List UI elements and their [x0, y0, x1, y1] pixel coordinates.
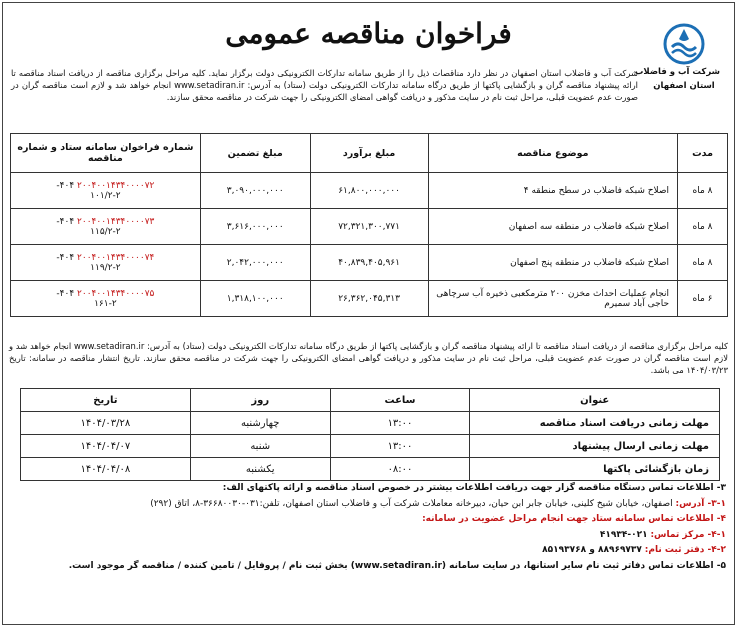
water-drop-icon [663, 23, 705, 65]
col-day: روز [190, 389, 330, 412]
setad-number: ۲۰۰۴۰۰۱۴۳۴۰۰۰۰۷۴ [77, 252, 155, 263]
contact-info [11, 481, 726, 574]
tender-sub-number: ۱۱۵/۲-۲ [90, 226, 121, 237]
tender-number-prefix: -۴۰۴ [56, 288, 75, 299]
tender-number-prefix: -۴۰۴ [56, 252, 75, 263]
setad-number: ۲۰۰۴۰۰۱۴۳۴۰۰۰۰۷۵ [77, 288, 155, 299]
procedure-paragraph: کلیه مراحل برگزاری مناقصه از دریافت اسناد مناقصه تا ارائه پیشنهاد مناقصه گران و بازگشایی پاکتها از طریق درگاه سامانه تدارکات الکترونیکی دولت (ستاد) به آدرس: www.setadiran.ir انجام خواهد شد و لازم است مناقصه گران در صورت عدم عضویت قبلی، مراحل ثبت نام در سایت مذکور و دریافت گواهی امضای الکترونیکی را جهت شرکت در مناقصه محقق سازند. تاریخ انتشار مناقصه در سامانه: تاریخ ۱۴۰۴/۰۳/۲۳ می باشد. [9, 341, 728, 375]
tender-sub-number: ۱۶۱-۲ [94, 298, 117, 309]
guarantee-cell: ۳,۰۹۰,۰۰۰,۰۰۰ [200, 173, 310, 209]
duration-cell: ۸ ماه [678, 245, 728, 281]
col-subject: موضوع مناقصه [428, 134, 678, 173]
call-center-label: ۴-۱- مرکز تماس: [650, 529, 726, 540]
duration-cell: ۶ ماه [678, 281, 728, 317]
call-center-number: ۰۲۱-۴۱۹۳۴ [599, 529, 648, 540]
schedule-title-cell: مهلت زمانی ارسال پیشنهاد [470, 435, 720, 458]
table-row [21, 412, 720, 435]
intro-paragraph: شرکت آب و فاضلاب استان اصفهان در نظر دارد مناقصات ذیل را از طریق سامانه تدارکات الکترونیکی دولت برگزار نماید. کلیه مراحل برگزاری مناقصه از دریافت اسناد مناقصه تا ارائه پیشنهاد مناقصه گران و بازگشایی پاکتها از طریق درگاه سامانه تدارکات الکترونیکی دولت (ستاد) به آدرس: www.setadiran.ir انجام خواهد شد و لازم است مناقصه گران در صورت عدم عضویت قبلی، مراحل ثبت نام در سایت مذکور و دریافت گواهی امضای الکترونیکی را جهت شرکت در مناقصه محقق سازند. [11, 68, 638, 102]
guarantee-cell: ۱,۳۱۸,۱۰۰,۰۰۰ [200, 281, 310, 317]
col-title: عنوان [470, 389, 720, 412]
schedule-date-cell: ۱۴۰۴/۰۴/۰۸ [21, 458, 191, 481]
col-guarantee: مبلغ تضمین [200, 134, 310, 173]
tender-sub-number: ۱۱۹/۲-۲ [90, 262, 121, 273]
number-cell [11, 245, 201, 281]
guarantee-cell: ۳,۶۱۶,۰۰۰,۰۰۰ [200, 209, 310, 245]
col-number: شماره فراخوان سامانه ستاد و شماره مناقصه [11, 134, 201, 173]
estimate-cell: ۴۰,۸۳۹,۴۰۵,۹۶۱ [310, 245, 428, 281]
schedule-time-cell: ۰۸:۰۰ [330, 458, 470, 481]
header [3, 3, 734, 103]
table-row [11, 281, 728, 317]
schedule-day-cell: یکشنبه [190, 458, 330, 481]
subject-cell: اصلاح شبکه فاضلاب در منطقه پنج اصفهان [428, 245, 678, 281]
contact-registration [11, 543, 726, 559]
table-row [11, 245, 728, 281]
col-duration: مدت [678, 134, 728, 173]
number-cell [11, 281, 201, 317]
contact-line-4: ۴- اطلاعات تماس سامانه ستاد جهت انجام مراحل عضویت در سامانه: [422, 514, 726, 524]
table-row [21, 435, 720, 458]
estimate-cell: ۲۶,۳۶۲,۰۴۵,۳۱۳ [310, 281, 428, 317]
table-row [21, 458, 720, 481]
subject-cell: انجام عملیات احداث مخزن ۲۰۰ مترمکعبی ذخیره آب سرچاهی حاجی آباد سمیرم [428, 281, 678, 317]
schedule-day-cell: شنبه [190, 435, 330, 458]
schedule-header-row [21, 389, 720, 412]
col-estimate: مبلغ برآورد [310, 134, 428, 173]
tenders-table [10, 133, 728, 317]
contact-call-center [11, 528, 726, 544]
company-logo [634, 23, 720, 93]
table-row [11, 173, 728, 209]
subject-cell: اصلاح شبکه فاضلاب در سطح منطقه ۴ [428, 173, 678, 209]
setad-number: ۲۰۰۴۰۰۱۴۳۴۰۰۰۰۷۲ [77, 180, 155, 191]
company-name-line1: شرکت آب و فاضلاب [634, 67, 720, 77]
estimate-cell: ۷۲,۳۲۱,۳۰۰,۷۷۱ [310, 209, 428, 245]
page-title: فراخوان مناقصه عمومی [225, 17, 512, 50]
col-time: ساعت [330, 389, 470, 412]
number-cell [11, 209, 201, 245]
schedule-title-cell: مهلت زمانی دریافت اسناد مناقصه [470, 412, 720, 435]
registration-label: ۴-۲- دفتر ثبت نام: [644, 545, 726, 555]
schedule-time-cell: ۱۳:۰۰ [330, 435, 470, 458]
estimate-cell: ۶۱,۸۰۰,۰۰۰,۰۰۰ [310, 173, 428, 209]
registration-number: ۸۸۹۶۹۷۳۷ و ۸۵۱۹۳۷۶۸ [542, 545, 642, 555]
tender-sub-number: ۱۰۱/۲-۲ [90, 190, 121, 201]
guarantee-cell: ۲,۰۴۲,۰۰۰,۰۰۰ [200, 245, 310, 281]
contact-line-5: ۵- اطلاعات تماس دفاتر ثبت نام سایر استانها، در سایت سامانه (www.setadiran.ir) بخش ثبت نام / پروفایل / تامین کننده / مناقصه گر موجود است. [68, 560, 726, 571]
tender-number-prefix: -۴۰۴ [56, 180, 75, 191]
contact-address [11, 497, 726, 513]
duration-cell: ۸ ماه [678, 209, 728, 245]
schedule-date-cell: ۱۴۰۴/۰۴/۰۷ [21, 435, 191, 458]
table-row [11, 209, 728, 245]
schedule-date-cell: ۱۴۰۴/۰۳/۲۸ [21, 412, 191, 435]
col-date: تاریخ [21, 389, 191, 412]
duration-cell: ۸ ماه [678, 173, 728, 209]
schedule-table [20, 388, 720, 481]
address-label: ۳-۱- آدرس: [675, 498, 726, 509]
company-name-line2: استان اصفهان [653, 81, 715, 91]
tender-notice [2, 2, 735, 625]
tender-number-prefix: -۴۰۴ [56, 216, 75, 227]
schedule-day-cell: چهارشنبه [190, 412, 330, 435]
contact-line-3: ۳- اطلاعات تماس دستگاه مناقصه گزار جهت دریافت اطلاعات بیشتر در خصوص اسناد مناقصه و ارائه پاکتهای الف: [222, 483, 726, 493]
schedule-time-cell: ۱۳:۰۰ [330, 412, 470, 435]
setad-number: ۲۰۰۴۰۰۱۴۳۴۰۰۰۰۷۳ [77, 216, 155, 227]
tenders-header-row [11, 134, 728, 173]
subject-cell: اصلاح شبکه فاضلاب در منطقه سه اصفهان [428, 209, 678, 245]
schedule-title-cell: زمان بازگشائی پاکتها [470, 458, 720, 481]
number-cell [11, 173, 201, 209]
address-text: اصفهان، خیابان شیخ کلینی، خیابان جابر ابن حیان، دبیرخانه معاملات شرکت آب و فاضلاب استان اصفهان، تلفن:۰۳۱-۳۶۶۸۰۰۳۰-۸، اتاق (۲۹۲) [150, 498, 676, 509]
